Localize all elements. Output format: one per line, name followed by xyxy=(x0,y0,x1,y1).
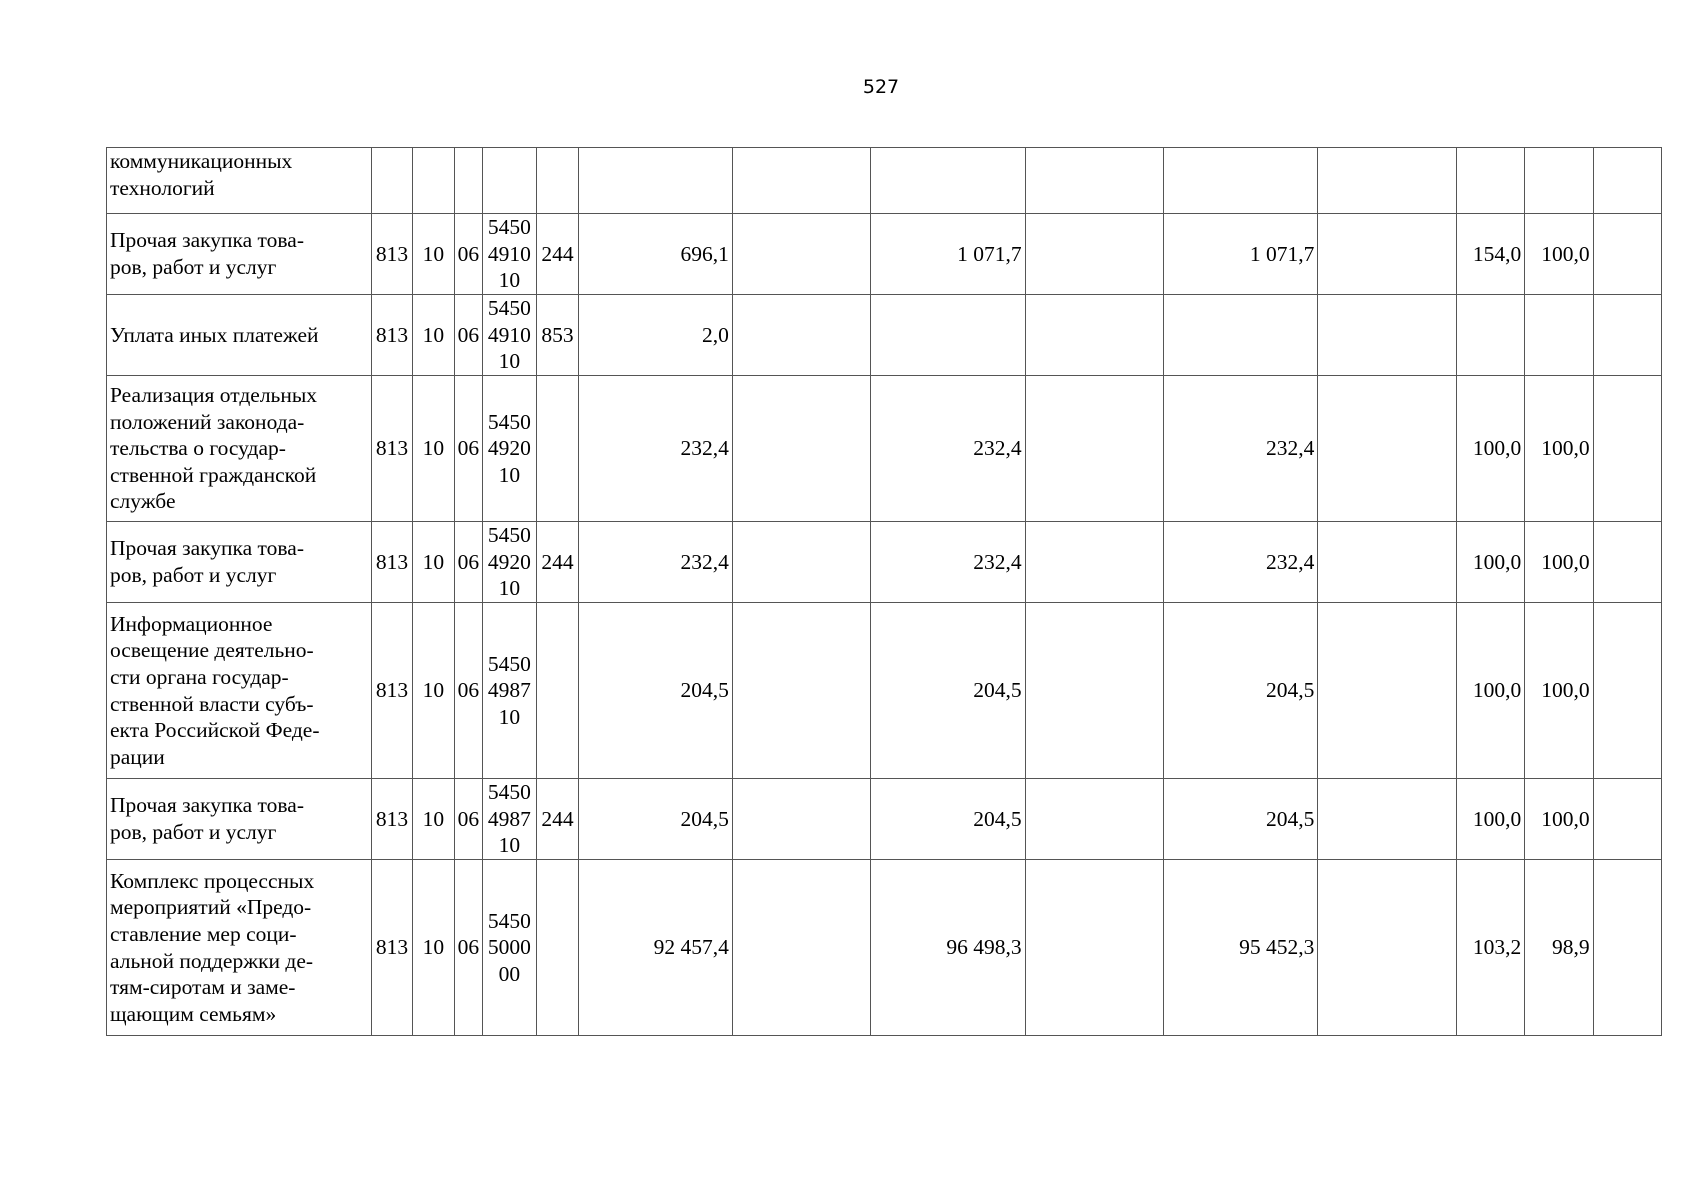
budget-execution-table xyxy=(106,147,1662,1036)
executed-amount-cell: 95 452,3 xyxy=(1164,860,1318,1036)
percent-of-refined-cell: 98,9 xyxy=(1525,860,1593,1036)
empty-cell xyxy=(732,295,871,376)
section-code-cell: 10 xyxy=(413,860,454,1036)
percent-of-approved-cell: 100,0 xyxy=(1457,522,1525,603)
empty-cell xyxy=(1593,376,1661,522)
percent-of-refined-cell xyxy=(1525,295,1593,376)
row-name-cell: Прочая закупка това- ров, работ и услуг xyxy=(107,214,372,295)
percent-of-refined-cell: 100,0 xyxy=(1525,779,1593,860)
row-name-cell: Комплекс процессных мероприятий «Предо- ставление мер соци- альной поддержки де- тям-сиротам и заме- щающим семьям» xyxy=(107,860,372,1036)
approved-amount-cell: 204,5 xyxy=(578,779,732,860)
row-name-cell: коммуникационных технологий xyxy=(107,148,372,214)
target-article-cell: 5450 4987 10 xyxy=(482,603,537,779)
executed-amount-cell: 232,4 xyxy=(1164,522,1318,603)
empty-cell xyxy=(1318,603,1457,779)
empty-cell xyxy=(1025,376,1164,522)
table-row xyxy=(107,214,1662,295)
table-row xyxy=(107,295,1662,376)
subsection-code-cell: 06 xyxy=(454,779,482,860)
subsection-code-cell: 06 xyxy=(454,376,482,522)
empty-cell xyxy=(1025,522,1164,603)
row-name-cell: Уплата иных платежей xyxy=(107,295,372,376)
empty-cell xyxy=(1318,376,1457,522)
admin-code-cell: 813 xyxy=(371,522,412,603)
refined-amount-cell: 232,4 xyxy=(871,376,1025,522)
empty-cell xyxy=(732,522,871,603)
target-article-cell: 5450 4910 10 xyxy=(482,295,537,376)
percent-of-approved-cell: 154,0 xyxy=(1457,214,1525,295)
percent-of-refined-cell: 100,0 xyxy=(1525,214,1593,295)
row-name-cell: Реализация отдельных положений законода- тельства о государ- ственной гражданской службе xyxy=(107,376,372,522)
table-row xyxy=(107,779,1662,860)
approved-amount-cell: 2,0 xyxy=(578,295,732,376)
subsection-code-cell: 06 xyxy=(454,295,482,376)
percent-of-refined-cell: 100,0 xyxy=(1525,376,1593,522)
empty-cell xyxy=(1025,860,1164,1036)
approved-amount-cell: 232,4 xyxy=(578,522,732,603)
percent-of-approved-cell xyxy=(1457,148,1525,214)
percent-of-refined-cell: 100,0 xyxy=(1525,603,1593,779)
empty-cell xyxy=(1593,148,1661,214)
empty-cell xyxy=(1025,779,1164,860)
empty-cell xyxy=(1318,148,1457,214)
empty-cell xyxy=(732,214,871,295)
admin-code-cell: 813 xyxy=(371,214,412,295)
expense-type-cell: 244 xyxy=(537,214,578,295)
empty-cell xyxy=(1593,779,1661,860)
percent-of-approved-cell xyxy=(1457,295,1525,376)
executed-amount-cell: 1 071,7 xyxy=(1164,214,1318,295)
target-article-cell: 5450 4910 10 xyxy=(482,214,537,295)
target-article-cell xyxy=(482,148,537,214)
refined-amount-cell xyxy=(871,148,1025,214)
admin-code-cell: 813 xyxy=(371,376,412,522)
table-row xyxy=(107,376,1662,522)
expense-type-cell: 244 xyxy=(537,779,578,860)
refined-amount-cell: 204,5 xyxy=(871,779,1025,860)
admin-code-cell: 813 xyxy=(371,860,412,1036)
empty-cell xyxy=(1593,295,1661,376)
executed-amount-cell: 204,5 xyxy=(1164,779,1318,860)
empty-cell xyxy=(1025,148,1164,214)
row-name-cell: Прочая закупка това- ров, работ и услуг xyxy=(107,779,372,860)
section-code-cell: 10 xyxy=(413,522,454,603)
empty-cell xyxy=(732,376,871,522)
expense-type-cell xyxy=(537,148,578,214)
percent-of-approved-cell: 100,0 xyxy=(1457,376,1525,522)
approved-amount-cell: 232,4 xyxy=(578,376,732,522)
percent-of-refined-cell xyxy=(1525,148,1593,214)
table-row xyxy=(107,860,1662,1036)
row-name-cell: Прочая закупка това- ров, работ и услуг xyxy=(107,522,372,603)
percent-of-approved-cell: 100,0 xyxy=(1457,603,1525,779)
section-code-cell xyxy=(413,148,454,214)
admin-code-cell xyxy=(371,148,412,214)
subsection-code-cell: 06 xyxy=(454,603,482,779)
table-row xyxy=(107,603,1662,779)
subsection-code-cell: 06 xyxy=(454,860,482,1036)
percent-of-approved-cell: 100,0 xyxy=(1457,779,1525,860)
empty-cell xyxy=(1318,779,1457,860)
admin-code-cell: 813 xyxy=(371,603,412,779)
approved-amount-cell: 696,1 xyxy=(578,214,732,295)
row-name-cell: Информационное освещение деятельно- сти органа государ- ственной власти субъ- екта Российской Феде- рации xyxy=(107,603,372,779)
empty-cell xyxy=(732,148,871,214)
empty-cell xyxy=(1025,214,1164,295)
section-code-cell: 10 xyxy=(413,214,454,295)
table-row xyxy=(107,522,1662,603)
empty-cell xyxy=(1593,860,1661,1036)
empty-cell xyxy=(1318,522,1457,603)
empty-cell xyxy=(1593,603,1661,779)
expense-type-cell: 244 xyxy=(537,522,578,603)
refined-amount-cell xyxy=(871,295,1025,376)
expense-type-cell xyxy=(537,860,578,1036)
executed-amount-cell xyxy=(1164,148,1318,214)
subsection-code-cell: 06 xyxy=(454,214,482,295)
refined-amount-cell: 232,4 xyxy=(871,522,1025,603)
empty-cell xyxy=(1025,603,1164,779)
page-number: 527 xyxy=(862,76,900,98)
refined-amount-cell: 96 498,3 xyxy=(871,860,1025,1036)
empty-cell xyxy=(732,779,871,860)
empty-cell xyxy=(1593,214,1661,295)
section-code-cell: 10 xyxy=(413,779,454,860)
expense-type-cell xyxy=(537,376,578,522)
empty-cell xyxy=(1593,522,1661,603)
empty-cell xyxy=(732,860,871,1036)
approved-amount-cell: 92 457,4 xyxy=(578,860,732,1036)
target-article-cell: 5450 4920 10 xyxy=(482,376,537,522)
executed-amount-cell: 204,5 xyxy=(1164,603,1318,779)
admin-code-cell: 813 xyxy=(371,779,412,860)
executed-amount-cell: 232,4 xyxy=(1164,376,1318,522)
admin-code-cell: 813 xyxy=(371,295,412,376)
percent-of-refined-cell: 100,0 xyxy=(1525,522,1593,603)
empty-cell xyxy=(732,603,871,779)
target-article-cell: 5450 4987 10 xyxy=(482,779,537,860)
expense-type-cell xyxy=(537,603,578,779)
target-article-cell: 5450 5000 00 xyxy=(482,860,537,1036)
section-code-cell: 10 xyxy=(413,603,454,779)
target-article-cell: 5450 4920 10 xyxy=(482,522,537,603)
section-code-cell: 10 xyxy=(413,376,454,522)
percent-of-approved-cell: 103,2 xyxy=(1457,860,1525,1036)
empty-cell xyxy=(1318,295,1457,376)
empty-cell xyxy=(1025,295,1164,376)
table-row xyxy=(107,148,1662,214)
refined-amount-cell: 204,5 xyxy=(871,603,1025,779)
subsection-code-cell: 06 xyxy=(454,522,482,603)
empty-cell xyxy=(1318,214,1457,295)
expense-type-cell: 853 xyxy=(537,295,578,376)
subsection-code-cell xyxy=(454,148,482,214)
approved-amount-cell xyxy=(578,148,732,214)
approved-amount-cell: 204,5 xyxy=(578,603,732,779)
refined-amount-cell: 1 071,7 xyxy=(871,214,1025,295)
section-code-cell: 10 xyxy=(413,295,454,376)
executed-amount-cell xyxy=(1164,295,1318,376)
empty-cell xyxy=(1318,860,1457,1036)
